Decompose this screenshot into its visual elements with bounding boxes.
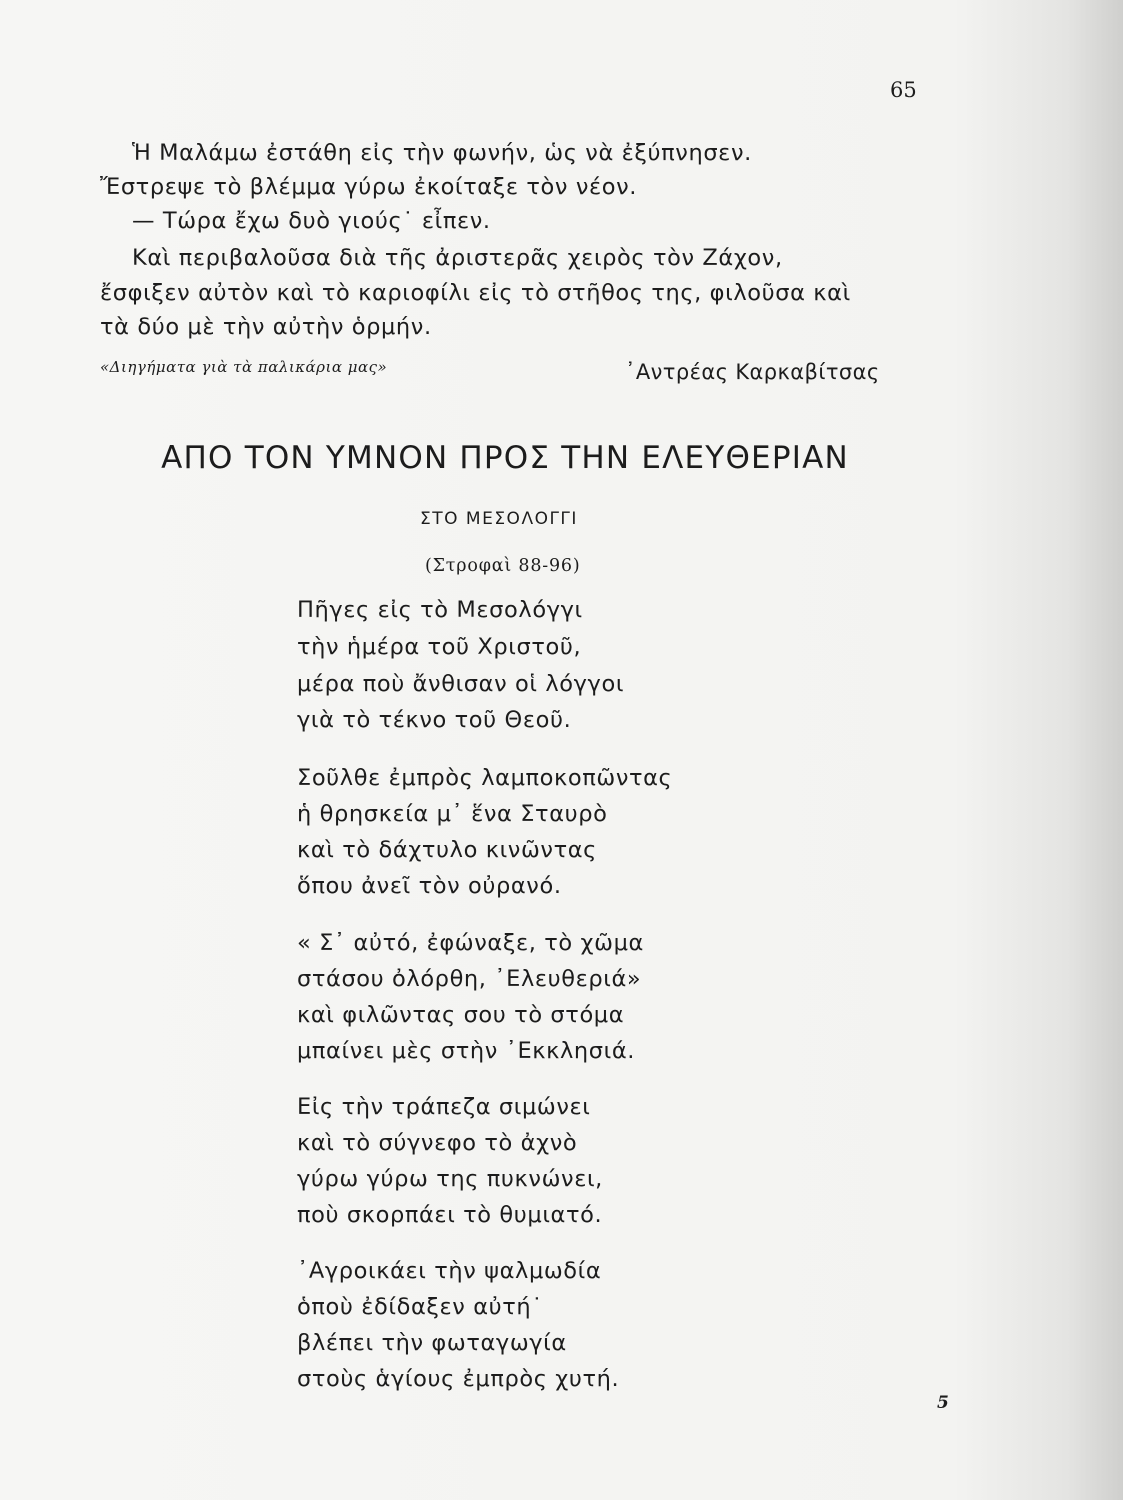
prose-line-4: Καὶ περιβαλοῦσα διὰ τῆς ἀριστερᾶς χειρὸς τὸν Ζάχον, (132, 245, 783, 271)
poem-line: γύρω γύρω της πυκνώνει, (297, 1166, 603, 1192)
poem-line: ᾿Αγροικάει τὴν ψαλμωδία (297, 1258, 602, 1284)
poem-line: « Σ᾿ αὐτό, ἐφώναξε, τὸ χῶμα (297, 930, 644, 956)
poem-title: ΑΠΟ ΤΟΝ ΥΜΝΟΝ ΠΡΟΣ ΤΗΝ ΕΛΕΥΘΕΡΙΑΝ (161, 440, 849, 476)
poem-line: καὶ τὸ δάχτυλο κινῶντας (297, 837, 597, 863)
prose-line-5: ἔσφιξεν αὐτὸν καὶ τὸ καριοφίλι εἰς τὸ στῆθος της, φιλοῦσα καὶ (100, 280, 851, 306)
signature-mark: 5 (937, 1393, 949, 1413)
prose-line-6: τὰ δύο μὲ τὴν αὐτὴν ὁρμήν. (100, 314, 432, 340)
source-work: «Διηγήματα γιὰ τὰ παλικάρια μας» (100, 358, 388, 376)
poem-line: γιὰ τὸ τέκνο τοῦ Θεοῦ. (297, 707, 572, 733)
poem-line: καὶ τὸ σύγνεφο τὸ ἀχνὸ (297, 1130, 578, 1156)
poem-line: Σοῦλθε ἐμπρὸς λαμποκοπῶντας (297, 765, 673, 791)
poem-line: μπαίνει μὲς στὴν ᾿Εκκλησιά. (297, 1038, 636, 1064)
prose-line-2: Ἔστρεψε τὸ βλέμμα γύρω ἐκοίταξε τὸν νέον. (100, 174, 638, 200)
poem-line: Πῆγες εἰς τὸ Μεσολόγγι (297, 597, 583, 623)
poem-line: ποὺ σκορπάει τὸ θυμιατό. (297, 1202, 603, 1228)
poem-line: ἡ θρησκεία μ᾿ ἕνα Σταυρὸ (297, 801, 608, 827)
poem-line: βλέπει τὴν φωταγωγία (297, 1330, 567, 1356)
poem-line: τὴν ἡμέρα τοῦ Χριστοῦ, (297, 634, 582, 660)
poem-line: Εἰς τὴν τράπεζα σιμώνει (297, 1094, 591, 1120)
poem-stanzas-range: (Στροφαὶ 88-96) (425, 556, 581, 576)
source-author: ᾿Αντρέας Καρκαβίτσας (625, 360, 880, 384)
poem-line: ὅπου ἀνεῖ τὸν οὐρανό. (297, 873, 562, 899)
page-number: 65 (890, 78, 917, 102)
prose-line-1: Ἡ Μαλάμω ἐστάθη εἰς τὴν φωνήν, ὡς νὰ ἐξύπνησεν. (132, 140, 752, 166)
poem-line: ὁποὺ ἐδίδαξεν αὐτή˙ (297, 1294, 544, 1320)
poem-line: καὶ φιλῶντας σου τὸ στόμα (297, 1002, 625, 1028)
prose-line-3: — Τώρα ἔχω δυὸ γιούς˙ εἶπεν. (132, 208, 491, 234)
poem-line: στοὺς ἁγίους ἐμπρὸς χυτή. (297, 1366, 620, 1392)
poem-subtitle: ΣΤΟ ΜΕΣΟΛΟΓΓΙ (420, 509, 578, 529)
poem-line: μέρα ποὺ ἄνθισαν οἱ λόγγοι (297, 671, 625, 697)
poem-line: στάσου ὀλόρθη, ᾿Ελευθεριά» (297, 966, 642, 992)
